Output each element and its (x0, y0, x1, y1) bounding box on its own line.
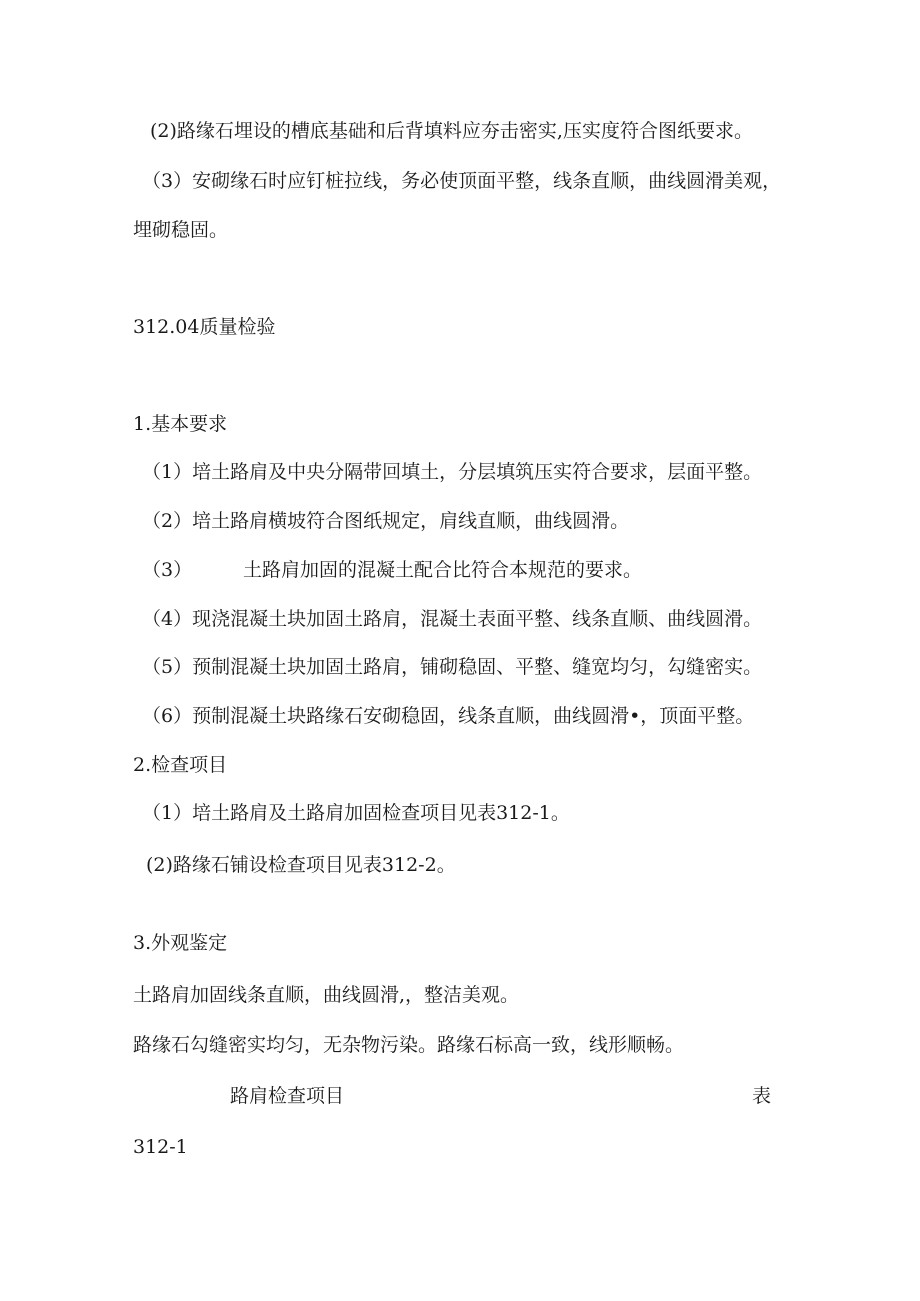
table-caption-label: 表 (752, 1085, 772, 1107)
paragraph-2: (2)路缘石埋设的槽底基础和后背填料应夯击密实,压实度符合图纸要求。 (150, 120, 753, 142)
appearance-item-2: 路缘石勾缝密实均匀，无杂物污染。路缘石标高一致，线形顺畅。 (133, 1034, 685, 1056)
table-caption-title: 路肩检查项目 (230, 1085, 345, 1107)
requirement-item-3-text: 土路肩加固的混凝土配合比符合本规范的要求。 (243, 559, 643, 581)
basic-requirements-heading: 1.基本要求 (133, 413, 228, 435)
appearance-heading: 3.外观鉴定 (133, 932, 228, 954)
section-heading: 312.04质量检验 (133, 316, 276, 338)
requirement-item-4: （4）现浇混凝土块加固土路肩，混凝土表面平整、线条直顺、曲线圆滑。 (142, 608, 763, 630)
requirement-item-6: （6）预制混凝土块路缘石安砌稳固，线条直顺，曲线圆滑•，顶面平整。 (142, 705, 755, 727)
requirement-item-3-number: （3） (142, 559, 193, 581)
inspection-item-2: (2)路缘石铺设检查项目见表312-2。 (146, 854, 456, 876)
requirement-item-5: （5）预制混凝土块加固土路肩，铺砌稳固、平整、缝宽均匀，勾缝密实。 (142, 656, 763, 678)
appearance-item-1: 土路肩加固线条直顺，曲线圆滑,，整洁美观。 (133, 984, 520, 1006)
requirement-item-2: （2）培土路肩横坡符合图纸规定，肩线直顺，曲线圆滑。 (142, 510, 630, 532)
paragraph-3-line-2: 埋砌稳固。 (133, 219, 229, 241)
inspection-items-heading: 2.检查项目 (133, 754, 228, 776)
inspection-item-1: （1）培土路肩及土路肩加固检查项目见表312-1。 (142, 802, 570, 824)
paragraph-3-line-1: （3）安砌缘石时应钉桩拉线，务必使顶面平整，线条直顺，曲线圆滑美观， (142, 170, 782, 192)
table-caption-number: 312-1 (133, 1136, 188, 1158)
requirement-item-1: （1）培土路肩及中央分隔带回填土，分层填筑压实符合要求，层面平整。 (142, 461, 763, 483)
